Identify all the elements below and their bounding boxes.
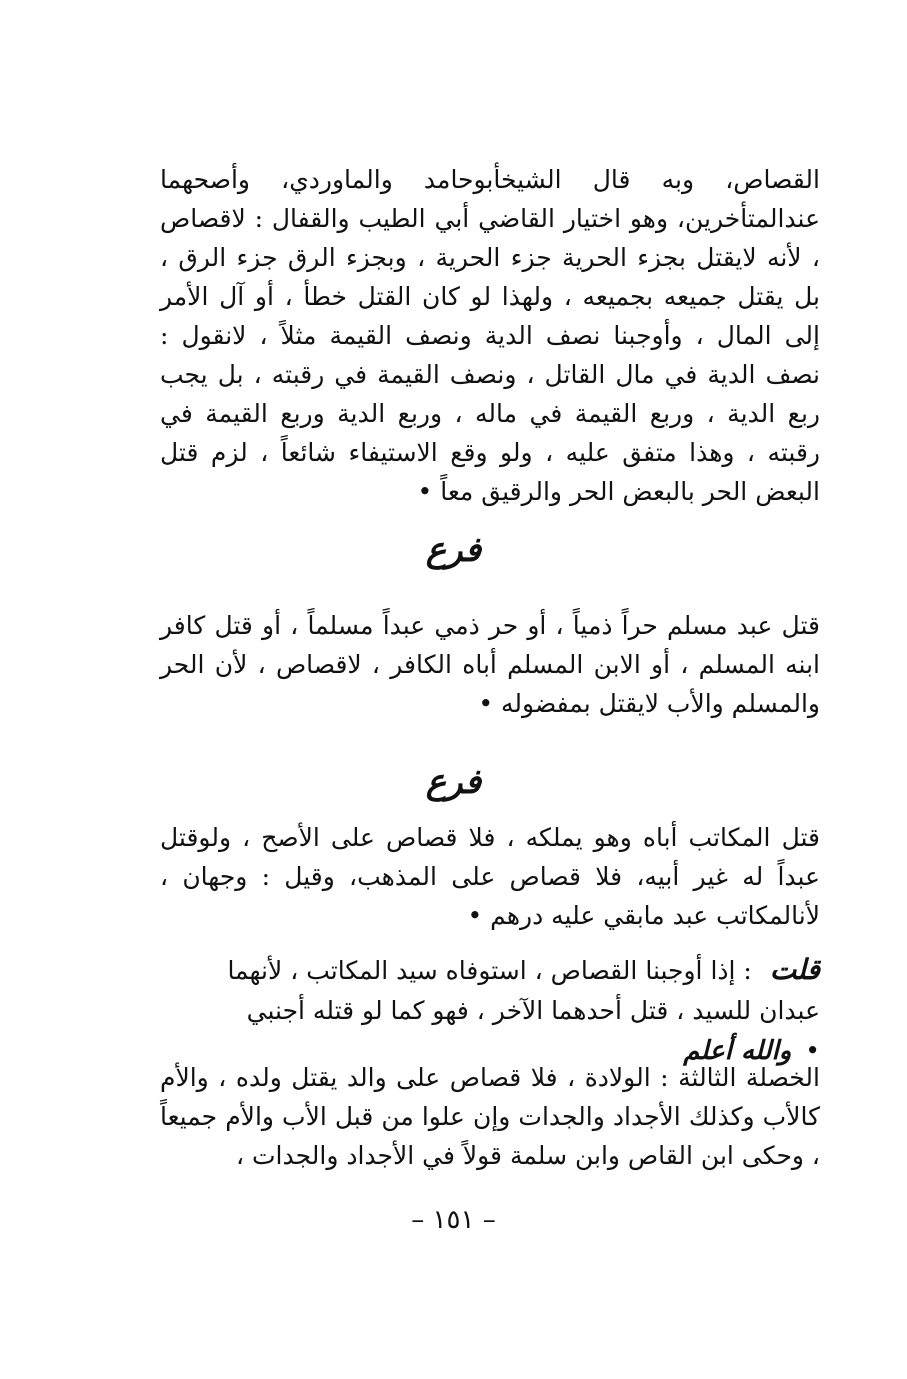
paragraph-text: الخصلة الثالثة : الولادة ، فلا قصاص على والد يقتل ولده ، والأم كالأب وكذلك الأجداد والجدات وإن علوا من قبل الأب والأم جميعاً ، وحكى ابن القاص وابن سلمة قولاً في الأجداد والجدات ، xyxy=(160,1063,820,1170)
page-number: – ١٥١ – xyxy=(411,1205,496,1235)
paragraph-text: قتل المكاتب أباه وهو يملكه ، فلا قصاص على الأصح ، ولوقتل عبداً له غير أبيه، فلا قصاص على المذهب، وقيل : وجهان ، لأنالمكاتب عبد مابقي عليه درهم • xyxy=(160,823,821,930)
qult-label: قلت xyxy=(769,953,820,986)
paragraph-text: القصاص، وبه قال الشيخأبوحامد والماوردي، وأصحهما عندالمتأخرين، وهو اختيار القاضي أبي الطيب والقفال : لاقصاص ، لأنه لايقتل بجزء الحرية جزء الحرية ، وبجزء الرق جزء الرق ، بل يقتل جميعه بجميعه ، ولهذا لو كان القتل خطأ ، أو آل الأمر إلى المال ، وأوجبنا نصف الدية ونصف القيمة مثلاً ، لانقول : نصف الدية في مال القاتل ، ونصف القيمة في رقبته ، بل يجب ربع الدية ، وربع القيمة في ماله ، وربع الدية وربع القيمة في رقبته ، وهذا متفق عليه ، ولو وقع الاستيفاء شائعاً ، لزم قتل البعض الحر بالبعض الحر والرقيق معاً • xyxy=(160,165,820,506)
section-heading-far: فرع xyxy=(425,530,482,570)
paragraph-muslim-dhimmi xyxy=(160,606,820,723)
paragraph-qisas-partial-freedom xyxy=(160,160,820,511)
qult-text: : إذا أوجبنا القصاص ، استوفاه سيد المكاتب ، لأنهما عبدان للسيد ، قتل أحدهما الآخر ، فهو كما لو قتله أجنبي • xyxy=(227,956,820,1065)
section-heading-far: فرع xyxy=(425,762,482,802)
closing-phrase: والله أعلم xyxy=(683,1036,792,1066)
paragraph-third-trait xyxy=(160,1058,820,1175)
paragraph-mukatab xyxy=(160,818,820,935)
qult-note xyxy=(160,950,820,1071)
paragraph-text: قتل عبد مسلم حراً ذمياً ، أو حر ذمي عبداً مسلماً ، أو قتل كافر ابنه المسلم ، أو الابن المسلم أباه الكافر ، لاقصاص ، لأن الحر والمسلم والأب لايقتل بمفضوله • xyxy=(160,611,820,718)
